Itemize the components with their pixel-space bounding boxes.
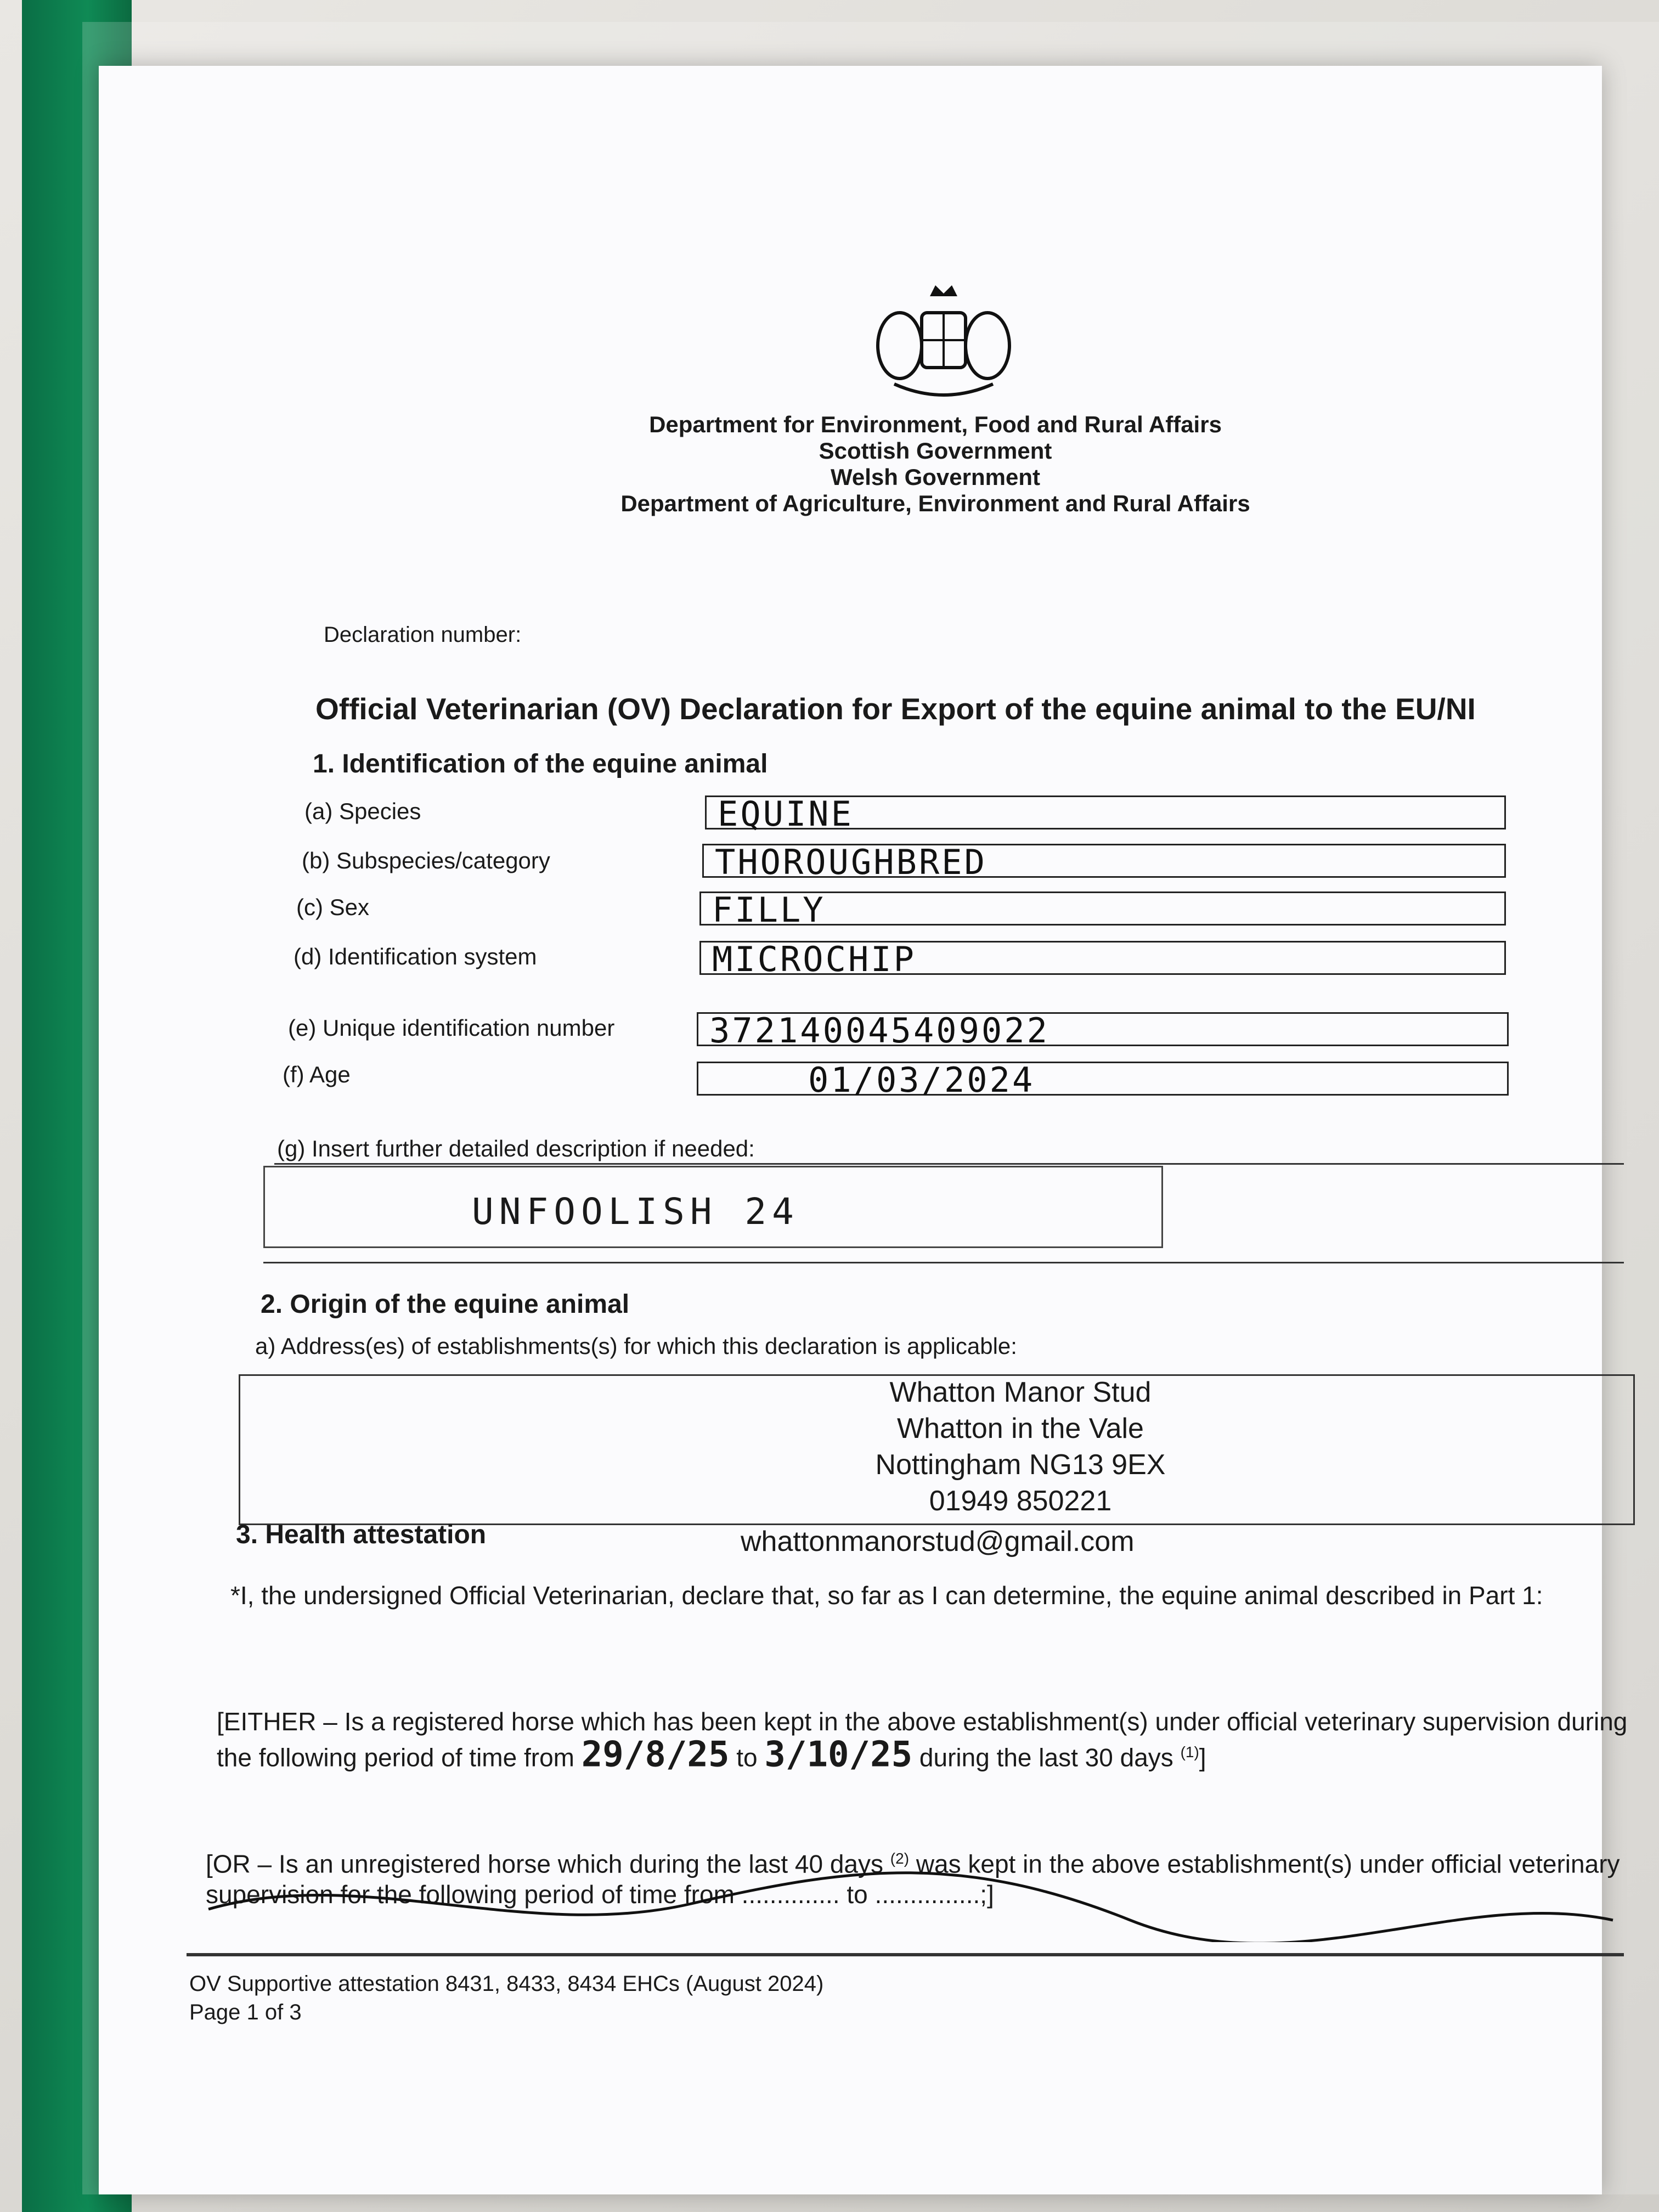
species-field[interactable]: EQUINE: [705, 795, 1506, 830]
attestation-intro: *I, the undersigned Official Veterinarian, declare that, so far as I can determine, the equine animal described in Part 1:: [230, 1581, 1543, 1610]
either-clause-tail: during the last 30 days: [919, 1743, 1173, 1772]
declaration-number-label: Declaration number:: [324, 623, 522, 647]
or-from-field[interactable]: ..............: [741, 1880, 840, 1909]
issuing-departments: [538, 411, 1333, 517]
or-to-word: to: [847, 1880, 868, 1909]
either-clause-end: ]: [1199, 1743, 1206, 1772]
address-line: 01949 850221: [929, 1485, 1112, 1517]
department-line: Scottish Government: [819, 438, 1052, 464]
subspecies-label: (b) Subspecies/category: [302, 848, 550, 873]
unique-id-field[interactable]: 372140045409022: [697, 1012, 1509, 1046]
department-line: Department for Environment, Food and Rural Affairs: [649, 411, 1222, 437]
either-to-date[interactable]: 3/10/25: [764, 1734, 913, 1775]
or-to-field[interactable]: ...............;]: [874, 1880, 994, 1909]
unique-id-label: (e) Unique identification number: [288, 1015, 615, 1041]
sex-field[interactable]: FILLY: [699, 891, 1506, 926]
department-line: Department of Agriculture, Environment and Rural Affairs: [620, 490, 1250, 516]
address-line: Nottingham NG13 9EX: [875, 1449, 1166, 1481]
footnote-marker: (2): [890, 1850, 910, 1867]
further-description-value: UNFOOLISH 24: [472, 1190, 799, 1233]
establishment-email: whattonmanorstud@gmail.com: [741, 1526, 1135, 1558]
establishment-address-label: a) Address(es) of establishments(s) for which this declaration is applicable:: [255, 1333, 1017, 1359]
species-label: (a) Species: [304, 798, 421, 824]
address-line: Whatton in the Vale: [897, 1413, 1144, 1444]
form-title: Official Veterinarian (OV) Declaration for Export of the equine animal to the EU/NI: [315, 692, 1476, 726]
divider: [274, 1163, 1624, 1165]
page-footer: [189, 1970, 823, 2027]
or-clause-tail: was kept in the above establishment(s) under official veterinary supervision for the following period of time from: [206, 1849, 1620, 1909]
identification-system-label: (d) Identification system: [294, 944, 537, 969]
age-field[interactable]: 01/03/2024: [697, 1062, 1509, 1096]
section-2-heading: 2. Origin of the equine animal: [261, 1290, 630, 1319]
section-1-heading: 1. Identification of the equine animal: [313, 749, 768, 778]
royal-coat-of-arms-icon: [861, 274, 1026, 417]
age-label: (f) Age: [283, 1062, 351, 1087]
strike-through-scribble: [198, 1843, 1624, 1942]
sex-label: (c) Sex: [296, 894, 370, 920]
department-line: Welsh Government: [831, 464, 1040, 490]
section-3-heading: 3. Health attestation: [236, 1520, 487, 1549]
either-clause: [217, 1706, 1643, 1773]
establishment-address: [746, 1374, 1295, 1519]
divider: [263, 1262, 1624, 1263]
footnote-marker: (1): [1180, 1743, 1199, 1760]
subspecies-field[interactable]: THOROUGHBRED: [702, 844, 1506, 878]
footer-divider: [187, 1953, 1624, 1956]
document-page: [99, 66, 1628, 2194]
or-clause-text: [OR – Is an unregistered horse which during the last 40 days: [206, 1849, 884, 1878]
footer-attestation-ref: OV Supportive attestation 8431, 8433, 8434 EHCs (August 2024): [189, 1972, 824, 1996]
address-line: Whatton Manor Stud: [889, 1376, 1152, 1408]
either-to-word: to: [736, 1743, 758, 1772]
identification-system-field[interactable]: MICROCHIP: [699, 941, 1506, 975]
page-number: Page 1 of 3: [189, 2000, 302, 2024]
either-from-date[interactable]: 29/8/25: [581, 1734, 730, 1775]
further-description-label: (g) Insert further detailed description if needed:: [277, 1136, 755, 1161]
either-clause-text: [EITHER – Is a registered horse which has been kept in the above establishment(s) under official veterinary supervision during the following period of time from: [217, 1707, 1628, 1772]
